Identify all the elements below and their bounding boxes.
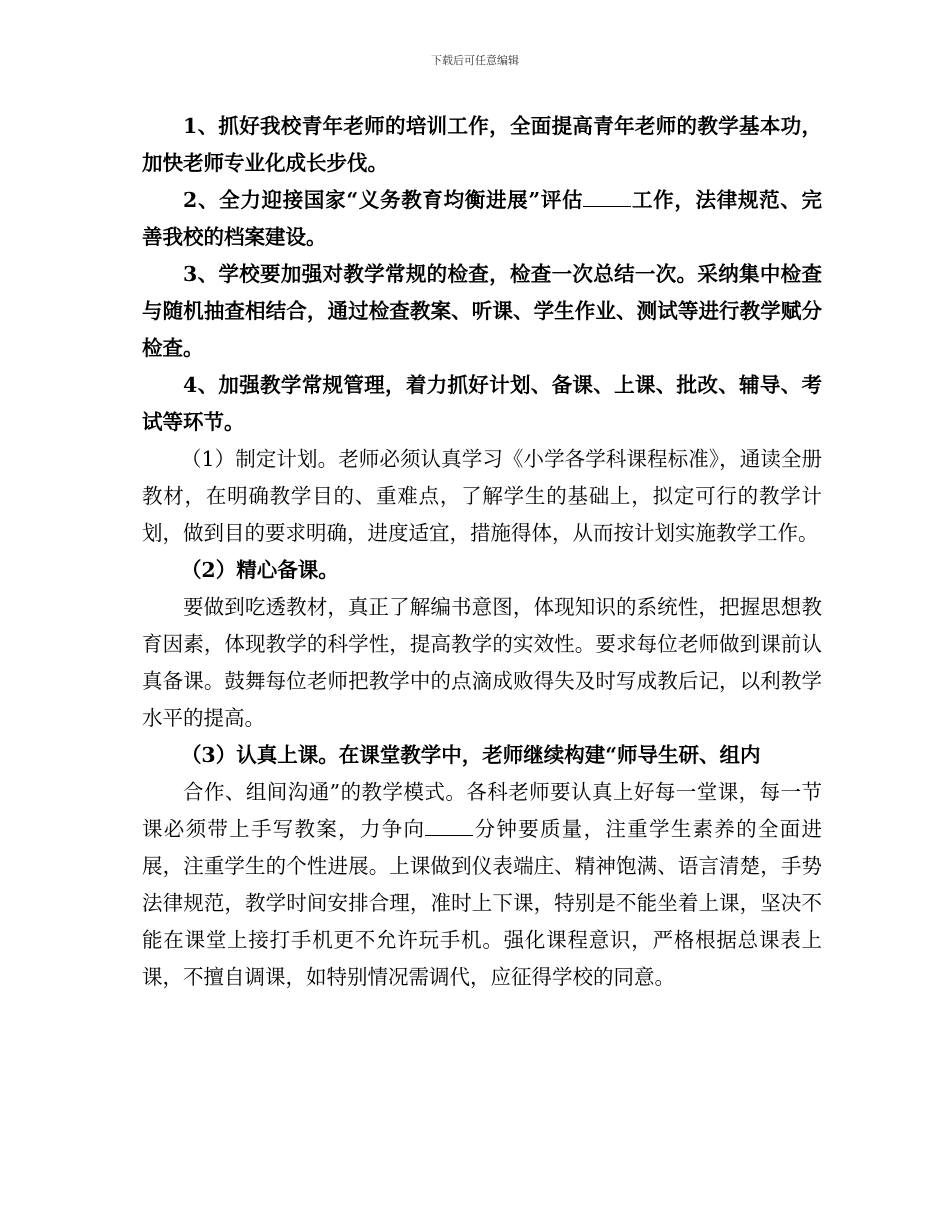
paragraph-9-part-a: 合作、组间沟通”的教学模式。各科老师要认真上好每一堂课，每一节课必须带上手写教案，力争向 [142, 780, 822, 841]
paragraph-9-part-b: 分钟要质量，注重学生素养的全面进展，注重学生的个性进展。上课做到仪表端庄、精神饱满、语言清楚，手势法律规范，教学时间安排合理，准时上下课，特别是不能坐着上课，坚决不能在课堂上接打手机更不允许玩手机。强化课程意识，严格根据总课表上课，不擅自调课，如特别情况需调代，应征得学校的同意。 [142, 817, 823, 989]
paragraph-1: 1、抓好我校青年老师的培训工作，全面提高青年老师的教学基本功，加快老师专业化成长步伐。 [142, 114, 822, 175]
page-header-note: 下载后可任意编辑 [431, 54, 519, 67]
paragraph-7: 要做到吃透教材，真正了解编书意图，体现知识的系统性，把握思想教育因素，体现教学的科学性，提高教学的实效性。要求每位老师做到课前认真备课。鼓舞每位老师把教学中的点滴成败得失及时写成教后记，以利教学水平的提高。 [142, 595, 822, 730]
paragraph-5: （1）制定计划。老师必须认真学习《小学各学科课程标准》，通读全册教材，在明确教学目的、重难点，了解学生的基础上，拟定可行的教学计划，做到目的要求明确，进度适宜，措施得体，从而按计划实施教学工作。 [142, 447, 822, 545]
paragraph-2-part-a: 2、全力迎接国家“义务教育均衡进展”评估 [183, 188, 584, 212]
paragraph-4: 4、加强教学常规管理，着力抓好计划、备课、上课、批改、辅导、考试等环节。 [142, 373, 822, 434]
document-body [142, 108, 822, 996]
paragraph-9 [142, 774, 822, 996]
paragraph-8-heading: （3）认真上课。在课堂教学中，老师继续构建“师导生研、组内 [180, 743, 761, 767]
paragraph-2-part-b: 工作，法律规范、完善我校的档案建设。 [142, 188, 822, 249]
paragraph-2 [142, 182, 822, 256]
paragraph-6-heading: （2）精心备课。 [180, 558, 339, 582]
fill-in-blank [425, 815, 473, 836]
paragraph-3: 3、学校要加强对教学常规的检查，检查一次总结一次。采纳集中检查与随机抽查相结合，通过检查教案、听课、学生作业、测试等进行教学赋分检查。 [142, 262, 822, 360]
fill-in-blank [583, 186, 631, 207]
